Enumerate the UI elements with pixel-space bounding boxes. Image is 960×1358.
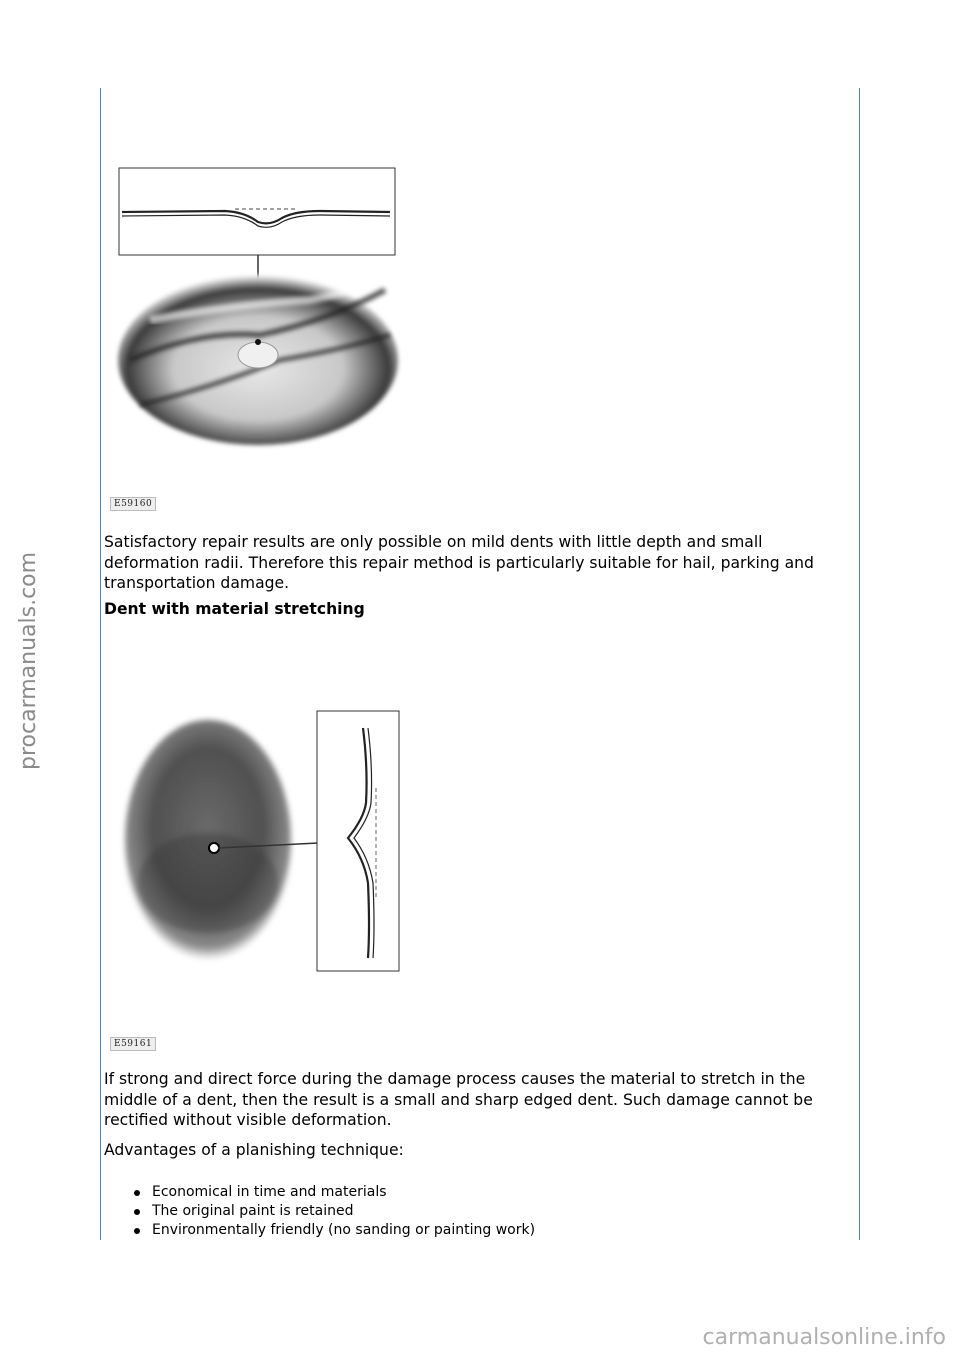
list-item: The original paint is retained [128,1202,535,1221]
advantages-list [128,1183,535,1240]
list-item: Environmentally friendly (no sanding or painting work) [128,1221,535,1240]
footer-watermark: carmanualsonline.info [702,1325,946,1350]
paragraph-advantages-intro: Advantages of a planishing technique: [104,1141,404,1159]
side-watermark: procarmanuals.com [16,551,41,770]
left-margin-rule [100,88,101,1240]
figure-shallow-dent [110,160,410,450]
right-margin-rule [859,88,860,1240]
figure-stretched-dent [118,708,408,978]
figure1-code: E59160 [110,497,156,511]
paragraph-repair-results: Satisfactory repair results are only possible on mild dents with little depth and small deformation radii. Therefore this repair method is particularly suitable for hail, parking and transportation damage. [104,533,814,592]
figure2-code: E59161 [110,1037,156,1051]
heading-dent-material-stretching: Dent with material stretching [104,600,365,618]
paragraph-strong-force: If strong and direct force during the damage process causes the material to stretch in the middle of a dent, then the result is a small and sharp edged dent. Such damage cannot be rectified without visible deformation. [104,1070,813,1129]
list-item: Economical in time and materials [128,1183,535,1202]
